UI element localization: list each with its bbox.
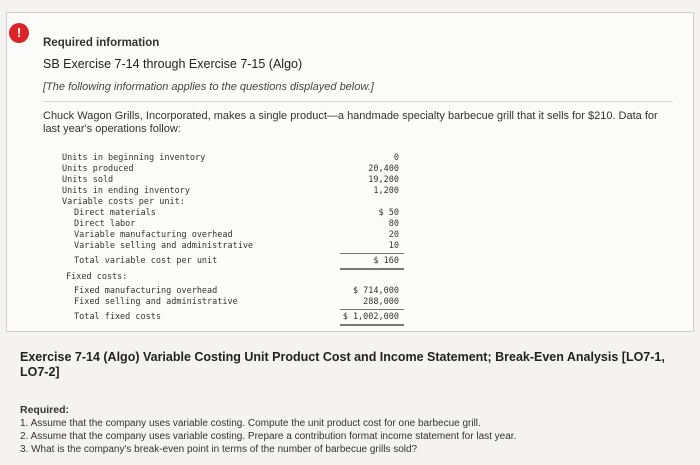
row-value: $ 50	[378, 208, 399, 218]
row-label: Variable selling and administrative	[74, 241, 254, 251]
required-information-heading: Required information	[43, 37, 160, 49]
info-card	[6, 12, 694, 332]
total-rule	[340, 268, 404, 270]
total-rule	[340, 324, 404, 326]
intro-text: Chuck Wagon Grills, Incorporated, makes a single product—a handmade specialty barbecue grill that it sells for $210. Data for last year's operations follow:	[43, 110, 658, 135]
row-value: 10	[388, 241, 399, 251]
row-value: 80	[388, 219, 399, 229]
row-label: Total variable cost per unit	[74, 256, 218, 266]
row-label: Total fixed costs	[74, 312, 161, 322]
row-label: Direct labor	[74, 219, 136, 229]
subtotal-rule	[340, 253, 404, 254]
section-title: SB Exercise 7-14 through Exercise 7-15 (Algo)	[43, 57, 303, 71]
row-value: $ 160	[373, 256, 399, 266]
row-value: 0	[393, 153, 399, 163]
requirement-item: 1. Assume that the company uses variable costing. Compute the unit product cost for one barbecue grill.	[20, 418, 481, 429]
row-label: Variable costs per unit:	[62, 197, 185, 207]
row-label: Fixed manufacturing overhead	[74, 286, 218, 296]
row-label: Variable manufacturing overhead	[74, 230, 233, 240]
row-value: 1,200	[373, 186, 399, 196]
row-value: $ 714,000	[352, 286, 399, 296]
row-value: 20,400	[368, 164, 399, 174]
requirement-item: 2. Assume that the company uses variable costing. Prepare a contribution format income statement for last year.	[20, 431, 517, 442]
subtotal-rule	[340, 309, 404, 310]
row-label: Units produced	[62, 164, 134, 174]
required-label: Required:	[20, 404, 70, 416]
row-label: Units in ending inventory	[62, 186, 190, 196]
info-note: [The following information applies to the questions displayed below.]	[43, 81, 374, 93]
divider	[43, 101, 673, 102]
row-value: 288,000	[363, 297, 399, 307]
row-label: Direct materials	[74, 208, 156, 218]
row-value: 20	[388, 230, 399, 240]
row-label: Units sold	[62, 175, 114, 185]
row-value: 19,200	[368, 175, 399, 185]
alert-icon: !	[9, 23, 29, 43]
row-label: Fixed costs:	[66, 272, 128, 282]
row-value: $ 1,002,000	[342, 312, 399, 322]
exercise-title: Exercise 7-14 (Algo) Variable Costing Unit Product Cost and Income Statement; Break-Even Analysis [LO7-1, LO7-2]	[20, 350, 665, 379]
row-label: Fixed selling and administrative	[74, 297, 238, 307]
row-label: Units in beginning inventory	[62, 153, 206, 163]
requirement-item: 3. What is the company's break-even point in terms of the number of barbecue grills sold?	[20, 444, 418, 455]
